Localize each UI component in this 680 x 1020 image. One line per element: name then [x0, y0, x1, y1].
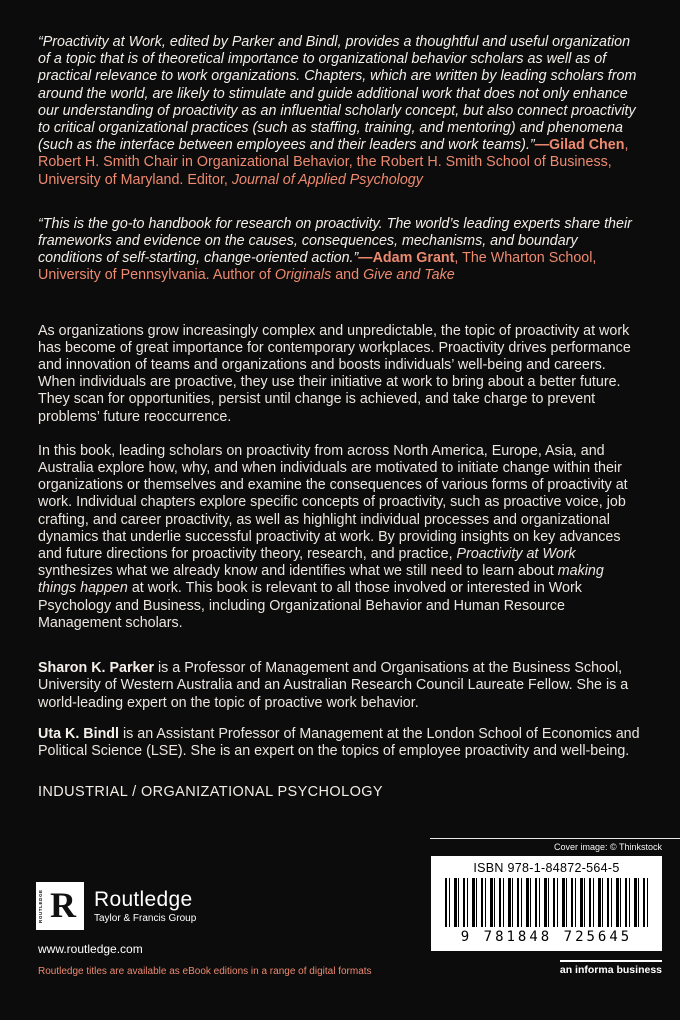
publisher-logo-block: [36, 882, 196, 930]
quote-2-text: “This is the go-to handbook for research on proactivity. The world’s leading experts share their frameworks and evidence on the causes, consequences, mechanisms, and boundary conditions of self-starting, change-oriented action.”: [38, 215, 632, 267]
barcode-digits: 9 781848 725645: [460, 929, 633, 945]
description-paragraph-2: [38, 443, 644, 632]
description-2-part-3: at work. This book is relevant to all those involved or interested in Work Psychology and Business, including Organizational Behavior and Human Resource Management scholars.: [38, 580, 582, 631]
author-bio-parker-text: is a Professor of Management and Organisations at the Business School, University of Western Australia and an Australian Research Council Laureate Fellow. She is a world-leading expert on the topic of proactive work behavior.: [38, 660, 629, 711]
author-name-bindl: Uta K. Bindl: [38, 725, 120, 742]
routledge-logo-letter: R: [50, 885, 76, 925]
publisher-url: www.routledge.com: [38, 942, 143, 956]
quote-2-attribution: , The Wharton School, University of Pennsylvania. Author of: [38, 250, 597, 284]
author-bio-bindl: [38, 726, 644, 760]
quote-1-attribution-name: —Gilad Chen: [534, 137, 625, 154]
quote-2-book-title-2: Give and Take: [363, 267, 455, 284]
quote-1-attribution: , Robert H. Smith Chair in Organizational Behavior, the Robert H. Smith School of Business, University of Maryland. Editor,: [38, 137, 629, 188]
author-bio-parker: [38, 660, 644, 712]
description-2-part-1: In this book, leading scholars on proactivity from across North America, Europe, Asia, and Australia explore how, why, and when individuals are motivated to initiate change within their organizations or themselves and examine the consequences of various forms of proactivity at work. Individual chapters explore specific concepts of proactivity, such as proactive voice, job crafting, and career proactivity, as well as highlight individual processes and organizational dynamics that underlie successful proactivity at work. By providing insights on key advances and future directions for proactivity theory, research, and practice,: [38, 442, 628, 563]
publisher-tagline: Taylor & Francis Group: [94, 913, 197, 924]
subject-category-label: INDUSTRIAL / ORGANIZATIONAL PSYCHOLOGY: [38, 784, 383, 801]
publisher-name: Routledge: [94, 888, 193, 911]
routledge-logo-vertical-text: ROUTLEDGE: [38, 889, 43, 923]
barcode-panel: [431, 856, 662, 951]
quote-2-attribution-name: —Adam Grant: [358, 250, 455, 267]
quote-2-attribution-and: and: [331, 267, 364, 284]
isbn-label: ISBN 978-1-84872-564-5: [473, 861, 620, 875]
publisher-wordmark: [94, 888, 196, 924]
routledge-logo-icon: [36, 882, 84, 930]
cover-credit-rule: [430, 838, 680, 839]
quote-1-text: “Proactivity at Work, edited by Parker and Bindl, provides a thoughtful and useful organization of a topic that is of theoretical importance to organizational behavior scholars as well as of practical relevance to work organizations. Chapters, which are written by leading scholars from around the world, are likely to stimulate and guide additional work that does not only enhance our understanding of proactivity as an influential scholarly concept, but also connect proactivity to critical organizational practices (such as staffing, training, and mentoring) and phenomena (such as the interface between employees and their leaders and work teams).”: [38, 34, 637, 154]
quote-2-book-title-1: Originals: [274, 267, 332, 284]
endorsement-quote-2: [38, 216, 644, 285]
cover-image-credit: Cover image: © Thinkstock: [553, 842, 662, 852]
author-name-parker: Sharon K. Parker: [38, 660, 155, 677]
cover-text-column: [38, 34, 644, 800]
author-bio-bindl-text: is an Assistant Professor of Management at the London School of Economics and Political Science (LSE). She is an expert on the topics of employee proactivity and well-being.: [38, 725, 640, 759]
description-2-part-2: synthesizes what we already know and identifies what we still need to learn about: [38, 563, 558, 580]
quote-1-attribution-journal: Journal of Applied Psychology: [231, 171, 423, 188]
book-title-italic: Proactivity at Work: [456, 546, 576, 563]
endorsement-quote-1: [38, 34, 644, 189]
barcode-icon: [445, 878, 648, 927]
phrase-italic: making things happen: [38, 563, 604, 597]
description-paragraph-1: As organizations grow increasingly complex and unpredictable, the topic of proactivity at work has become of great importance for contemporary workplaces. Proactivity drives performance and innovation of teams and organizations and boosts individuals’ well-being and careers. When individuals are proactive, they use their initiative at work to bring about a better future. They scan for opportunities, persist until change is achieved, and take charge to prevent problems’ future reoccurrence.: [38, 322, 631, 425]
ebook-availability-note: Routledge titles are available as eBook editions in a range of digital formats: [38, 966, 372, 977]
informa-business-mark: an informa business: [560, 960, 662, 976]
